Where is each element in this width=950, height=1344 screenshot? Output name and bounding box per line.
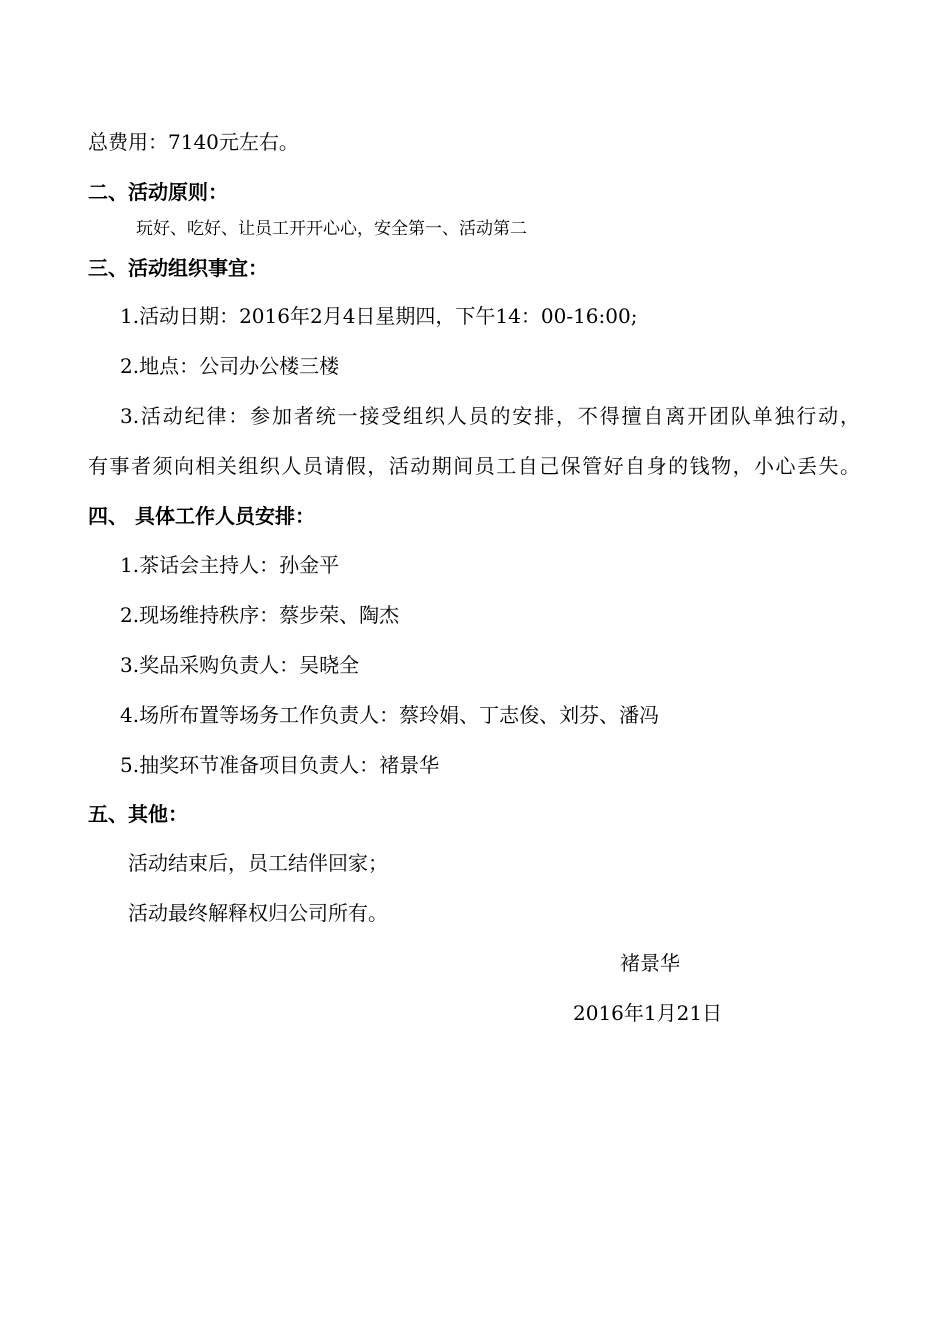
signature-name: 褚景华 — [620, 951, 680, 975]
section-2-heading: 二、活动原则： — [88, 180, 228, 204]
section-3-item-date: 1.活动日期：2016年2月4日星期四，下午14：00-16:00; — [120, 304, 638, 328]
section-5-item-rights: 活动最终解释权归公司所有。 — [128, 901, 388, 925]
section-5-heading: 五、其他： — [88, 802, 188, 826]
section-4-item-venue: 4.场所布置等场务工作负责人：蔡玲娟、丁志俊、刘芬、潘冯 — [120, 703, 660, 727]
section-4-item-host: 1.茶话会主持人：孙金平 — [120, 553, 340, 577]
section-4-item-prizes: 3.奖品采购负责人：吴晓全 — [120, 653, 360, 677]
section-3-heading: 三、活动组织事宜： — [88, 256, 268, 280]
signature-date: 2016年1月21日 — [573, 1001, 723, 1025]
section-3-item-discipline-continuation: 有事者须向相关组织人员请假，活动期间员工自己保管好自身的钱物，小心丢失。 — [88, 454, 860, 478]
section-3-item-discipline: 3.活动纪律：参加者统一接受组织人员的安排，不得擅自离开团队单独行动， — [120, 404, 860, 428]
section-2-body: 玩好、吃好、让员工开开心心，安全第一、活动第二 — [136, 219, 527, 239]
section-5-item-return: 活动结束后，员工结伴回家； — [128, 851, 388, 875]
section-4-item-lottery: 5.抽奖环节准备项目负责人：褚景华 — [120, 753, 440, 777]
section-4-item-order: 2.现场维持秩序：蔡步荣、陶杰 — [120, 603, 400, 627]
section-4-heading: 四、 具体工作人员安排： — [88, 504, 315, 528]
section-3-item-location: 2.地点：公司办公楼三楼 — [120, 354, 340, 378]
total-cost-line: 总费用：7140元左右。 — [88, 130, 299, 154]
